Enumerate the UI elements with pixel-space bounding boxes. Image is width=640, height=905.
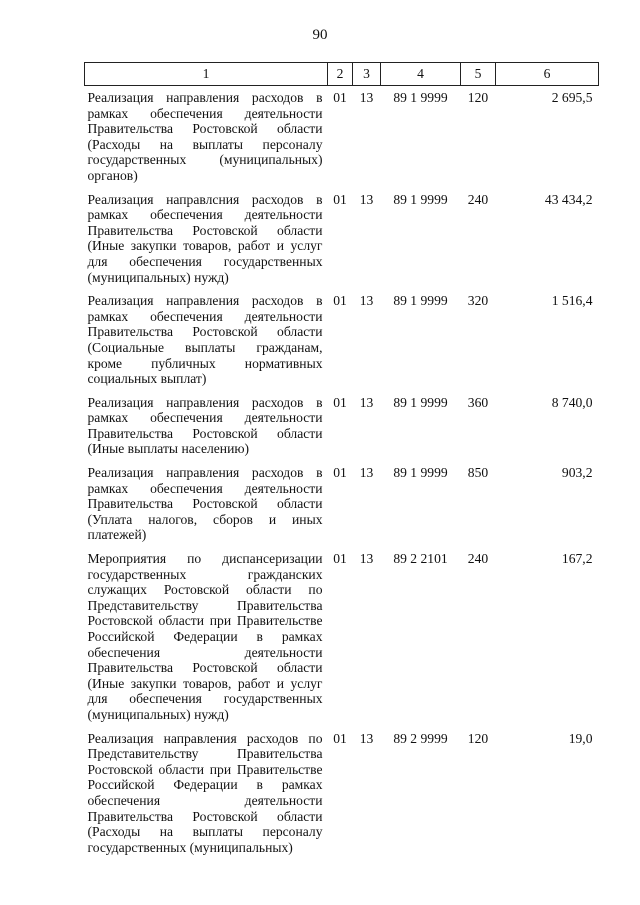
- row-subsection: 13: [359, 465, 374, 481]
- table-row: [85, 391, 599, 461]
- row-target-item: 89 2 9999: [393, 730, 448, 746]
- table-row: [85, 727, 599, 860]
- row-section: 01: [333, 90, 347, 105]
- column-header-description: 1: [85, 63, 328, 86]
- row-subsection: 13: [359, 394, 374, 410]
- row-section: 01: [333, 191, 347, 207]
- row-section: 01: [333, 465, 347, 481]
- budget-table: [84, 62, 599, 859]
- row-section: 01: [333, 730, 347, 746]
- column-header-amount: 6: [496, 63, 599, 86]
- row-section: 01: [333, 551, 347, 567]
- row-target-item: 89 1 9999: [393, 394, 448, 410]
- row-subsection: 13: [359, 730, 374, 746]
- row-amount: 903,2: [561, 465, 593, 481]
- row-expense-type: 360: [467, 394, 489, 410]
- row-section: 01: [333, 293, 347, 309]
- row-amount: 2 695,5: [551, 90, 593, 105]
- row-subsection: 13: [359, 191, 374, 207]
- row-description: Реализация направления расходов в рамках обеспечения деятельности Правительства Ростовской области (Расходы на выплаты персоналу государственных (муниципальных) органов): [87, 90, 323, 183]
- row-description: Реализация направлсния расходов в рамках обеспечения деятельности Правительства Ростовской области (Иные закупки товаров, работ и услуг для обеспечения государственных (муниципальных) нужд): [87, 191, 323, 285]
- row-target-item: 89 1 9999: [393, 191, 448, 207]
- column-header-target-item: 4: [381, 63, 461, 86]
- column-header-expense-type: 5: [461, 63, 496, 86]
- page-number: 90: [312, 27, 328, 43]
- table-header-row: [85, 63, 599, 86]
- row-expense-type: 320: [467, 293, 489, 309]
- row-expense-type: 240: [467, 191, 489, 207]
- row-expense-type: 120: [467, 90, 489, 105]
- table-row: [85, 289, 599, 391]
- row-section: 01: [333, 394, 347, 410]
- row-expense-type: 240: [467, 551, 489, 567]
- row-expense-type: 120: [467, 730, 489, 746]
- row-subsection: 13: [359, 551, 374, 567]
- row-amount: 43 434,2: [544, 191, 593, 207]
- row-description: Реализация направления расходов в рамках обеспечения деятельности Правительства Ростовской области (Социальные выплаты гражданам, кроме публичных нормативных социальных выплат): [87, 293, 323, 387]
- row-amount: 1 516,4: [551, 293, 593, 309]
- table-row: [85, 461, 599, 547]
- column-header-subsection: 3: [353, 63, 381, 86]
- row-expense-type: 850: [467, 465, 489, 481]
- row-target-item: 89 1 9999: [393, 293, 448, 309]
- row-amount: 8 740,0: [551, 394, 593, 410]
- row-target-item: 89 2 2101: [393, 551, 448, 567]
- row-target-item: 89 1 9999: [393, 90, 448, 105]
- row-description: Реализация направления расходов в рамках обеспечения деятельности Правительства Ростовской области (Иные выплаты населению): [87, 394, 323, 457]
- row-target-item: 89 1 9999: [393, 465, 448, 481]
- table-row: [85, 188, 599, 290]
- row-amount: 167,2: [561, 551, 593, 567]
- row-subsection: 13: [359, 293, 374, 309]
- table-row: [85, 86, 599, 188]
- row-amount: 19,0: [568, 730, 593, 746]
- table-row: [85, 547, 599, 727]
- row-subsection: 13: [359, 90, 374, 105]
- row-description: Реализация направления расходов по Представительству Правительства Ростовской области при Правительстве Российской Федерации в рамках обеспечения деятельности Правительства Ростовской области (Расходы на выплаты персоналу государственных (муниципальных): [87, 730, 323, 855]
- row-description: Мероприятия по диспансеризации государственных гражданских служащих Ростовской области по Представительству Правительства Ростовской области при Правительстве Российской Федерации в рамках обеспечения деятельности Правительства Ростовской области (Иные закупки товаров, работ и услуг для обеспечения государственных (муниципальных) нужд): [87, 551, 323, 722]
- row-description: Реализация направления расходов в рамках обеспечения деятельности Правительства Ростовской области (Уплата налогов, сборов и иных платежей): [87, 465, 323, 543]
- column-header-section: 2: [328, 63, 353, 86]
